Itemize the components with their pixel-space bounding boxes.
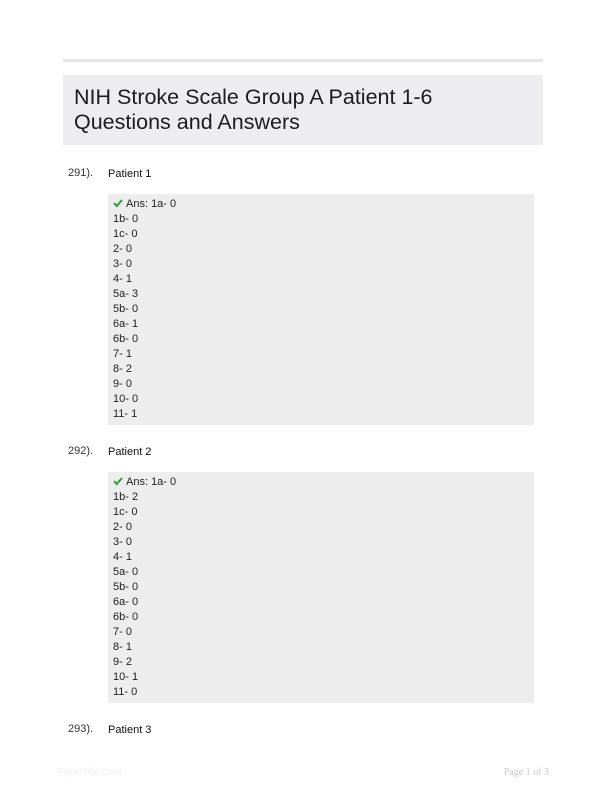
answer-line: 6b- 0 [113,333,139,345]
answer-line: 11- 1 [113,408,138,420]
answer-line: 5b- 0 [113,303,139,315]
answer-box [108,194,534,425]
answer-line: 3- 0 [113,258,132,270]
answer-line: 10- 0 [113,393,139,405]
question-text: Patient 3 [108,724,152,736]
check-icon [113,198,123,208]
answer-line: 5b- 0 [113,581,139,593]
answer-line: 4- 1 [113,273,132,285]
answer-box [108,472,534,703]
question-text: Patient 1 [108,168,152,180]
answer-line: 4- 1 [113,551,132,563]
answer-line: 9- 2 [113,656,132,668]
question-text: Patient 2 [108,446,152,458]
answer-line: 6b- 0 [113,611,139,623]
answer-line: 2- 0 [113,243,132,255]
answer-line: 6a- 0 [113,596,139,608]
answer-first-line [113,197,534,212]
answer-line: 1b- 2 [113,491,139,503]
answer-line: 1c- 0 [113,506,138,518]
answer-line: 7- 0 [113,626,132,638]
answer-line: 3- 0 [113,536,132,548]
question-number: 291). [68,167,94,179]
answer-prefix: Ans: 1a- 0 [126,198,177,210]
question-number: 292). [68,445,94,457]
check-icon [113,476,123,486]
answer-line: 9- 0 [113,378,132,390]
answer-prefix: Ans: 1a- 0 [126,476,177,488]
answer-line: 1c- 0 [113,228,138,240]
answer-line: 1b- 0 [113,213,139,225]
answer-line: 5a- 0 [113,566,139,578]
title-box [63,75,543,145]
answer-line: 2- 0 [113,521,132,533]
document-title: NIH Stroke Scale Group A Patient 1-6 Questions and Answers [74,85,433,134]
question-number: 293). [68,723,94,735]
answer-line: 6a- 1 [113,318,139,330]
answer-line: 7- 1 [113,348,132,360]
top-divider [63,59,543,62]
answer-line: 8- 1 [113,641,132,653]
answer-line: 5a- 3 [113,288,139,300]
answer-line: 11- 0 [113,686,138,698]
answer-line: 8- 2 [113,363,132,375]
page-indicator: Page 1 of 3 [503,767,549,778]
answer-line: 10- 1 [113,671,139,683]
footer-site: PaperBlic.com [57,767,122,778]
answer-first-line [113,475,534,490]
